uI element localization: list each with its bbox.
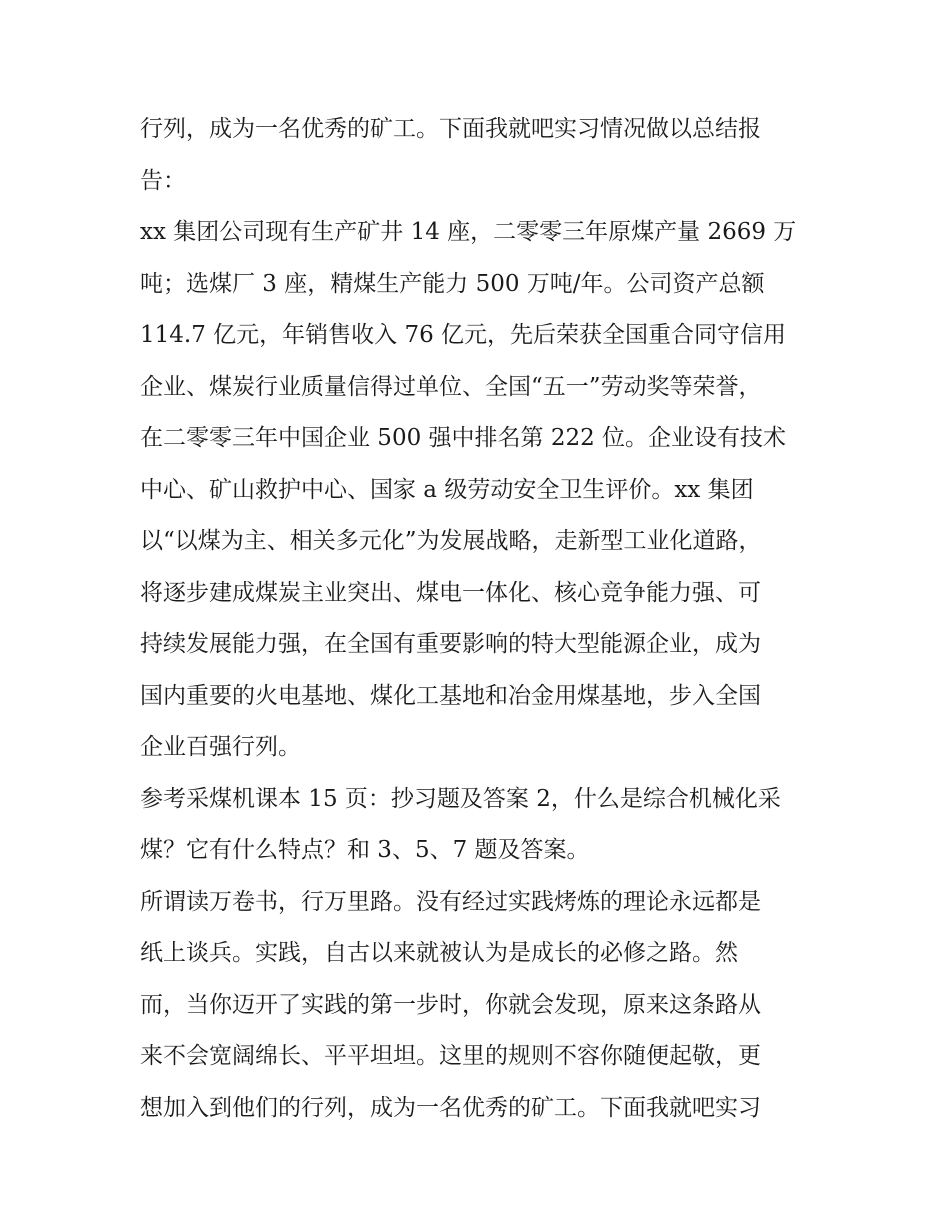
body-text xyxy=(140,104,820,1134)
text-line: 吨；选煤厂 3 座，精煤生产能力 500 万吨/年。公司资产总额 xyxy=(140,270,765,297)
text-line: 持续发展能力强，在全国有重要影响的特大型能源企业，成为 xyxy=(140,631,761,657)
text-line: 国内重要的火电基地、煤化工基地和冶金用煤基地，步入全国 xyxy=(140,682,761,709)
text-line: 所谓读万卷书，行万里路。没有经过实践烤炼的理论永远都是 xyxy=(140,888,761,915)
text-line: 行列，成为一名优秀的矿工。下面我就吧实习情况做以总结报 xyxy=(140,116,761,142)
text-line: 来不会宽阔绵长、平平坦坦。这里的规则不容你随便起敬，更 xyxy=(140,1043,761,1069)
text-line: 想加入到他们的行列，成为一名优秀的矿工。下面我就吧实习 xyxy=(140,1094,761,1121)
text-line: 参考采煤机课本 15 页：抄习题及答案 2，什么是综合机械化采 xyxy=(140,785,781,812)
text-line: xx 集团公司现有生产矿井 14 座，二零零三年原煤产量 2669 万 xyxy=(140,219,797,245)
text-line: 企业百强行列。 xyxy=(140,734,301,760)
text-line: 以“以煤为主、相关多元化”为发展战略，走新型工业化道路， xyxy=(140,528,762,554)
text-line: 114.7 亿元，年销售收入 76 亿元，先后荣获全国重合同守信用 xyxy=(140,322,787,348)
text-line: 在二零零三年中国企业 500 强中排名第 222 位。企业设有技术 xyxy=(140,425,787,451)
text-line: 煤？它有什么特点？和 3、5、7 题及答案。 xyxy=(140,837,590,863)
text-line: 中心、矿山救护中心、国家 a 级劳动安全卫生评价。xx 集团 xyxy=(140,476,754,503)
text-line: 告： xyxy=(140,167,186,194)
text-line: 将逐步建成煤炭主业突出、煤电一体化、核心竞争能力强、可 xyxy=(140,579,761,606)
text-line: 企业、煤炭行业质量信得过单位、全国“五一”劳动奖等荣誉， xyxy=(140,373,762,400)
text-line: 而，当你迈开了实践的第一步时，你就会发现，原来这条路从 xyxy=(140,991,761,1018)
text-line: 纸上谈兵。实践，自古以来就被认为是成长的必修之路。然 xyxy=(140,940,738,966)
